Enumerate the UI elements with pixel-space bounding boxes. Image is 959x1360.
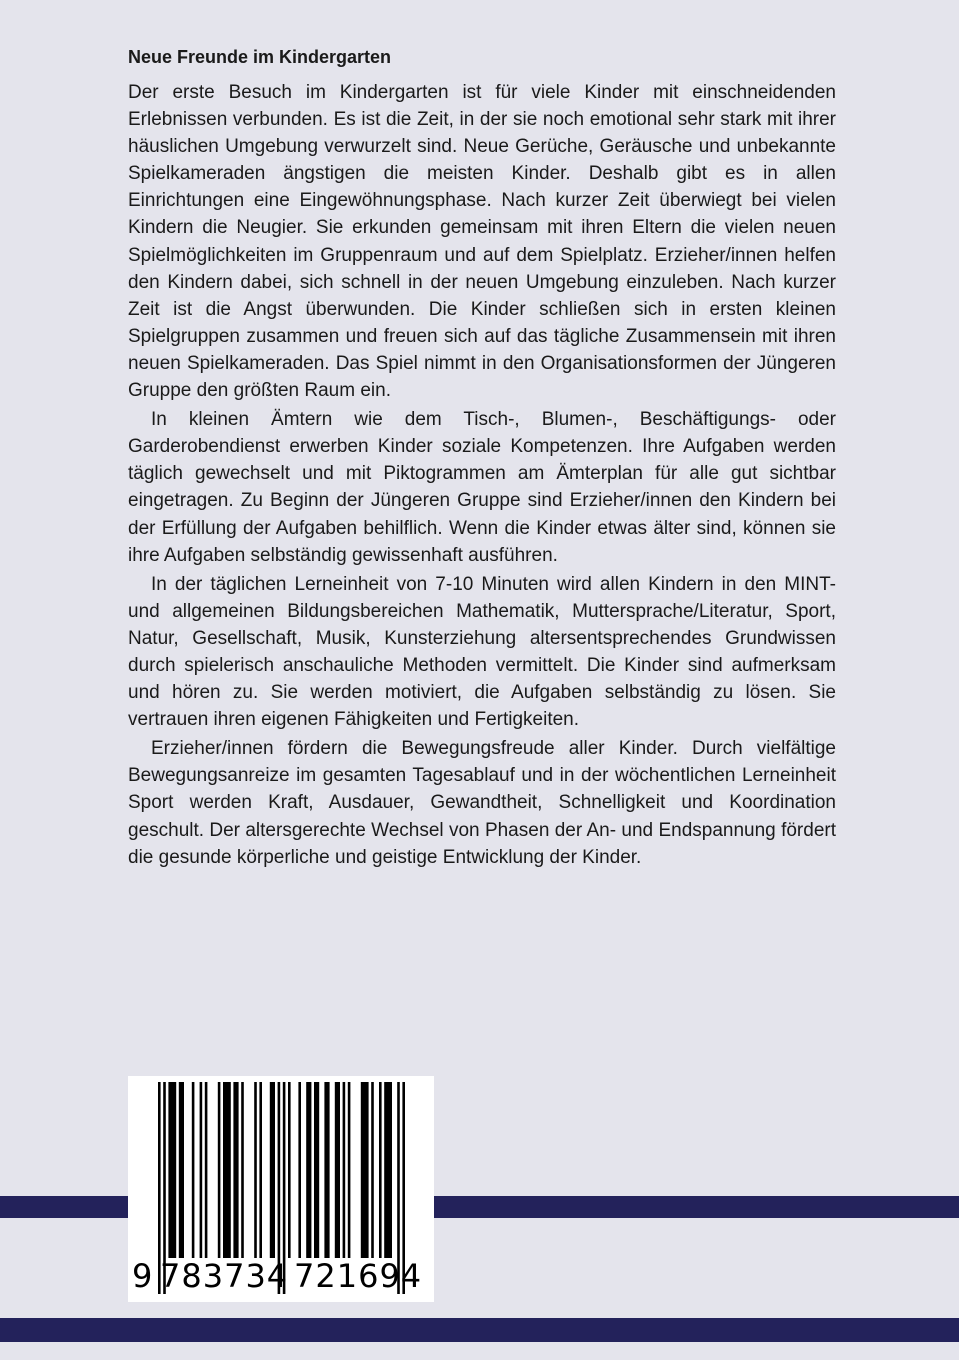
barcode-bar xyxy=(241,1082,244,1258)
barcode-group-left: 783734 xyxy=(160,1257,289,1295)
barcode-bar xyxy=(218,1082,221,1258)
barcode-bar xyxy=(324,1082,329,1258)
barcode-bar xyxy=(259,1082,262,1258)
barcode-bar xyxy=(233,1082,238,1258)
barcode-bar xyxy=(288,1082,291,1258)
paragraph-1: Der erste Besuch im Kindergarten ist für viele Kinder mit einschneidenden Erlebnissen verbunden. Es ist die Zeit, in der sie noch emotional sehr stark mit ihrer häuslichen Umgebung verwurzelt sind. Neue Gerüche, Geräusche und unbekannte Spielkameraden ängstigen die meisten Kinder. Deshalb gibt es in allen Einrichtungen eine Eingewöhnungsphase. Nach kurzer Zeit überwiegt bei vielen Kindern die Neugier. Sie erkunden gemeinsam mit ihren Eltern die vielen neuen Spielmöglichkeiten im Gruppenraum und auf dem Spielplatz. Erzieher/innen helfen den Kindern dabei, sich schnell in der neuen Umgebung einzuleben. Nach kurzer Zeit ist die Angst überwunden. Die Kinder schließen sich in ersten kleinen Spielgruppen zusammen und freuen sich auf das tägliche Zusammensein mit ihren neuen Spielkameraden. Das Spiel nimmt in den Organisationsformen der Jüngeren Gruppe den größten Raum ein. xyxy=(128,82,836,402)
paragraph-4: Erzieher/innen fördern die Bewegungsfreude aller Kinder. Durch vielfältige Bewegungsanreize im gesamten Tagesablauf und in der wöchentlichen Lerneinheit Sport werden Kraft, Ausdauer, Gewandtheit, Schnelligkeit und Koordination geschult. Der altersgerechte Wechsel von Phasen der An- und Endspannung fördert die gesunde körperliche und geistige Entwicklung der Kinder. xyxy=(128,738,836,868)
barcode-bar xyxy=(306,1082,311,1258)
barcode-bar xyxy=(314,1082,319,1258)
barcode-bar xyxy=(384,1082,392,1258)
barcode-bar xyxy=(223,1082,231,1258)
barcode-bar xyxy=(270,1082,275,1258)
barcode-bar xyxy=(168,1082,176,1258)
decorative-band-bottom xyxy=(0,1318,959,1342)
paragraph-3: In der täglichen Lerneinheit von 7-10 Minuten wird allen Kindern in den MINT- und allgemeinen Bildungsbereichen Mathematik, Muttersprache/Literatur, Sport, Natur, Gesellschaft, Musik, Kunsterziehung altersentsprechendes Grundwissen durch spielerisch anschauliche Methoden vermittelt. Die Kinder sind aufmerksam und hören zu. Sie werden motiviert, die Aufgaben selbständig zu lösen. Sie vertrauen ihren eigenen Fähigkeiten und Fertigkeiten. xyxy=(128,573,836,731)
barcode-bar xyxy=(343,1082,346,1258)
barcode-bar xyxy=(179,1082,184,1258)
barcode-bar xyxy=(192,1082,195,1258)
barcode-bar xyxy=(298,1082,301,1258)
page-title: Neue Freunde im Kindergarten xyxy=(128,47,392,67)
barcode-bar xyxy=(348,1082,351,1258)
barcode-digits xyxy=(128,1256,434,1296)
barcode-bar xyxy=(361,1082,369,1258)
barcode-bar xyxy=(200,1082,203,1258)
barcode-bar xyxy=(335,1082,340,1258)
barcode-lead-digit: 9 xyxy=(132,1257,153,1295)
isbn-barcode xyxy=(128,1076,434,1302)
barcode-bar xyxy=(379,1082,382,1258)
barcode-bar xyxy=(254,1082,257,1258)
paragraph-2: In kleinen Ämtern wie dem Tisch-, Blumen-, Beschäftigungs- oder Garderobendienst erwerben Kinder soziale Kompetenzen. Ihre Aufgaben werden täglich gewechselt und mit Piktogrammen am Ämterplan für alle gut sichtbar eingetragen. Zu Beginn der Jüngeren Gruppe sind Erzieher/innen den Kindern bei der Erfüllung der Aufgaben behilflich. Wenn die Kinder etwas älter sind, können sie ihre Aufgaben selbständig gewissenhaft ausführen. xyxy=(128,409,836,566)
barcode-group-right: 721694 xyxy=(294,1257,423,1295)
barcode-bar xyxy=(205,1082,208,1258)
barcode-bar xyxy=(371,1082,374,1258)
blurb-text xyxy=(128,44,836,871)
